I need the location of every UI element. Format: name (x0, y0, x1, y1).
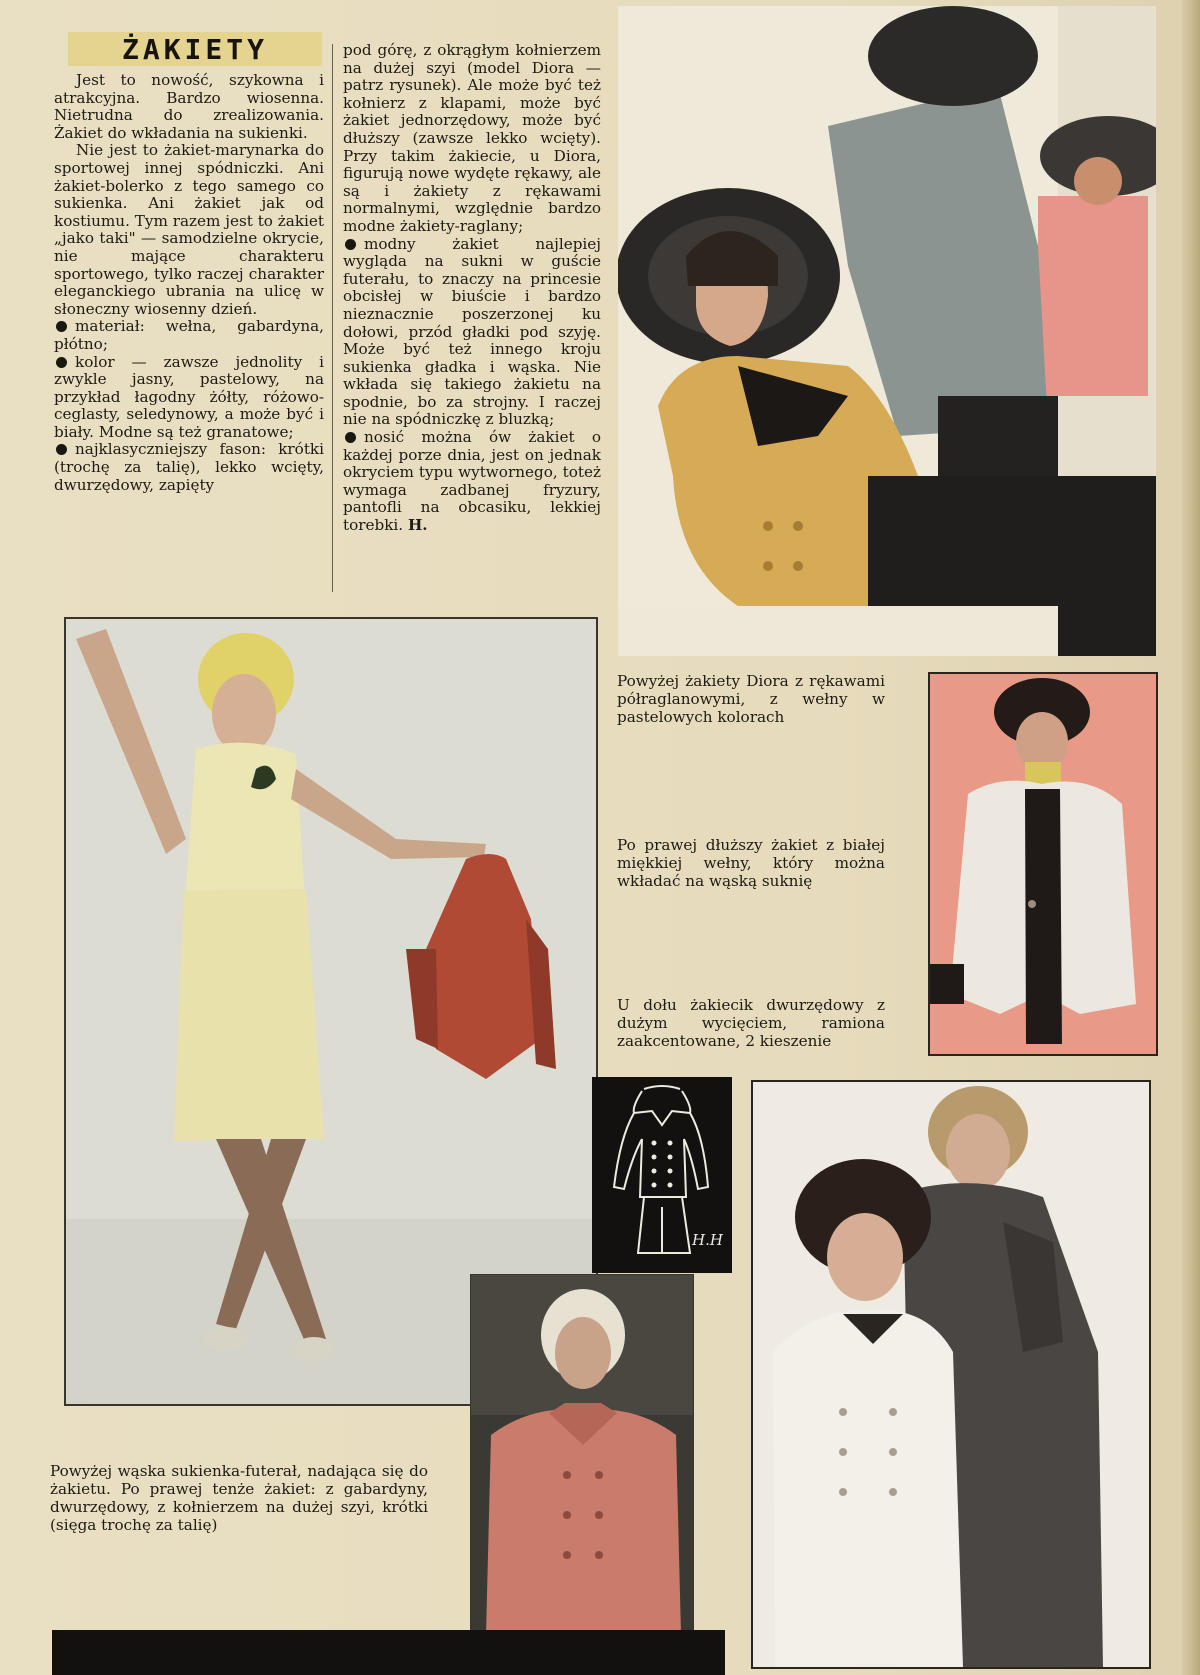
caption-long-jacket: Po prawej dłuższy żakiet z białej miękkiej wełny, który można wkładać na wąską suknię (617, 836, 885, 890)
caption-dior-jackets: Powyżej żakiety Diora z rękawami półraglanowymi, z wełny w pastelowych kolorach (617, 672, 885, 726)
page-binding-edge (1182, 0, 1200, 1675)
bullet-icon (345, 239, 356, 250)
bullet-item: materiał: wełna, gabardyna, płótno; (54, 317, 324, 353)
bullet-icon (56, 444, 67, 455)
bullet-item: najklasyczniejszy fason: krótki (trochę za talię), lekko wcięty, dwurzędowy, zapięty (54, 440, 324, 494)
article-title: ŻAKIETY (121, 32, 268, 66)
bullet-item: nosić można ów żakiet o każdej porze dnia, jest on jednak okryciem typu wytwornego, toteż wymaga zadbanej fryzury, pantofli na obcasiku, lekkiej torebki. H. (343, 428, 601, 535)
photo-gabardine-jacket (470, 1274, 694, 1667)
bullet-icon (56, 357, 67, 368)
article-column-2 (343, 42, 601, 535)
article-signature: H. (407, 516, 428, 535)
article-column-1 (54, 72, 324, 494)
photo-double-breasted-pair (751, 1080, 1151, 1669)
bullet-item: modny żakiet najlepiej wygląda na sukni w guście futerału, to znaczy na princesie obcisłej w biuście i bardzo nieznacznie poszerzonej ku dołowi, przód gładki pod szyję. Może być też innego kroju sukienka gładka i wąska. Nie wkłada się takiego żakietu na spodnie, bo za strojny. I raczej nie na spódniczkę z bluzką; (343, 234, 601, 429)
photo-long-white-jacket (928, 672, 1158, 1056)
paragraph: Jest to nowość, szykowna i atrakcyjna. Bardzo wiosenna. Nietrudna do zrealizowania. Żakiet do wkładania na sukienki. (54, 71, 324, 142)
bullet-icon (56, 321, 67, 332)
caption-double-breasted: U dołu żakiecik dwurzędowy z dużym wycięciem, ramiona zaakcentowane, 2 kieszenie (617, 996, 885, 1050)
illustration-dior-jacket-sketch (592, 1077, 732, 1273)
bullet-icon (345, 432, 356, 443)
bottom-black-bar (52, 1630, 725, 1675)
bullet-item: kolor — zawsze jednolity i zwykle jasny, pastelowy, na przykład łagodny żółty, różowo-ceglasty, seledynowy, a może być i biały. Modne są też granatowe; (54, 352, 324, 441)
paragraph: pod górę, z okrągłym kołnierzem na dużej szyi (model Diora — patrz rysunek). Ale może być też kołnierz z klapami, może być żakiet jednorzędowy, może być dłuższy (zawsze lekko wcięty). Przy takim żakiecie, u Diora, figurują nowe wydęte rękawy, ale są i żakiety z rękawami normalnymi, względnie bardzo modne żakiety-raglany; (343, 41, 601, 235)
sketch-signature: H.H (692, 1231, 723, 1249)
paragraph: Nie jest to żakiet-marynarka do sportowej innej spódniczki. Ani żakiet-bolerko z tego samego co sukienka. Ani żakiet jak od kostiumu. Tym razem jest to żakiet „jako taki" — samodzielne okrycie, nie mające charakteru sportowego, tylko raczej charakter eleganckiego ubrania na ulicę w słoneczny wiosenny dzień. (54, 141, 324, 318)
column-divider (332, 44, 333, 592)
caption-sheath-dress: Powyżej wąska sukienka-futerał, nadająca się do żakietu. Po prawej tenże żakiet: z gabardyny, dwurzędowy, z kołnierzem na dużej szyi, krótki (sięga trochę za talię) (50, 1462, 428, 1534)
article-title-highlight (68, 32, 322, 66)
photo-dior-jackets (618, 6, 1156, 656)
